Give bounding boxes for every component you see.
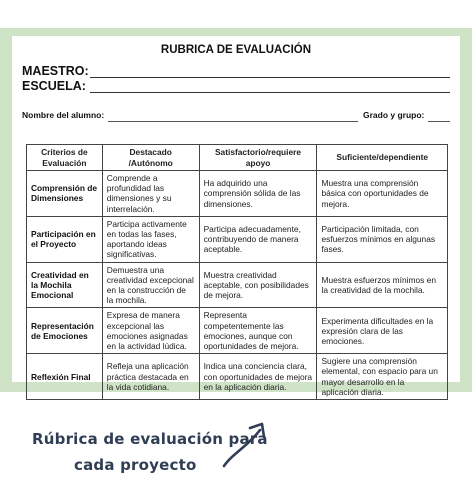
table-row (27, 262, 448, 308)
satisfactorio-cell: Muestra creatividad aceptable, con posibilidades de mejora. (199, 262, 317, 308)
rubric-sheet (12, 36, 460, 397)
rubric-table (26, 144, 448, 400)
destacado-cell: Refleja una aplicación práctica destacada en la vida cotidiana. (102, 354, 199, 400)
maestro-label: MAESTRO: (22, 64, 89, 78)
header-satisfactorio: Satisfactorio/requiere apoyo (199, 145, 317, 171)
suficiente-cell: Muestra una comprensión básica con oportunidades de mejora. (317, 171, 448, 217)
escuela-field (22, 79, 450, 95)
grade-label: Grado y grupo: (363, 110, 425, 120)
destacado-cell: Demuestra una creatividad excepcional en la construcción de la mochila. (102, 262, 199, 308)
suficiente-cell: Sugiere una comprensión elemental, con espacio para un mayor desarrollo en la aplicación diaria. (317, 354, 448, 400)
table-row (27, 354, 448, 400)
document-title: RUBRICA DE EVALUACIÓN (160, 44, 312, 56)
suficiente-cell: Experimenta dificultades en la expresión clara de las emociones. (317, 308, 448, 354)
caption-line-2: cada proyecto (74, 456, 197, 474)
student-line (108, 121, 358, 122)
suficiente-cell: Muestra esfuerzos mínimos en la creatividad de la mochila. (317, 262, 448, 308)
escuela-line (90, 92, 450, 93)
satisfactorio-cell: Participa adecuadamente, contribuyendo de manera aceptable. (199, 216, 317, 262)
grade-line (428, 121, 450, 122)
destacado-cell: Participa activamente en todas las fases, aportando ideas significativas. (102, 216, 199, 262)
caption-line-1: Rúbrica de evaluación para (32, 430, 268, 448)
table-header-row (27, 145, 448, 171)
table-row (27, 308, 448, 354)
maestro-line (90, 77, 450, 78)
criterion-cell: Reflexión Final (27, 354, 103, 400)
satisfactorio-cell: Ha adquirido una comprensión sólida de las dimensiones. (199, 171, 317, 217)
maestro-field (22, 64, 450, 80)
satisfactorio-cell: Indica una conciencia clara, con oportunidades de mejora en la aplicación diaria. (199, 354, 317, 400)
escuela-label: ESCUELA: (22, 79, 86, 93)
student-label: Nombre del alumno: (22, 110, 105, 120)
table-row (27, 171, 448, 217)
table-row (27, 216, 448, 262)
header-destacado: Destacado /Autónomo (102, 145, 199, 171)
destacado-cell: Comprende a profundidad las dimensiones y su interrelación. (102, 171, 199, 217)
header-criterios: Criterios de Evaluación (27, 145, 103, 171)
criterion-cell: Comprensión de Dimensiones (27, 171, 103, 217)
destacado-cell: Expresa de manera excepcional las emociones asignadas en la actividad lúdica. (102, 308, 199, 354)
criterion-cell: Participación en el Proyecto (27, 216, 103, 262)
criterion-cell: Creatividad en la Mochila Emocional (27, 262, 103, 308)
header-suficiente: Suficiente/dependiente (317, 145, 448, 171)
satisfactorio-cell: Representa competentemente las emociones, aunque con oportunidades de mejora. (199, 308, 317, 354)
suficiente-cell: Participación limitada, con esfuerzos mínimos en algunas fases. (317, 216, 448, 262)
criterion-cell: Representación de Emociones (27, 308, 103, 354)
student-row (22, 110, 450, 124)
